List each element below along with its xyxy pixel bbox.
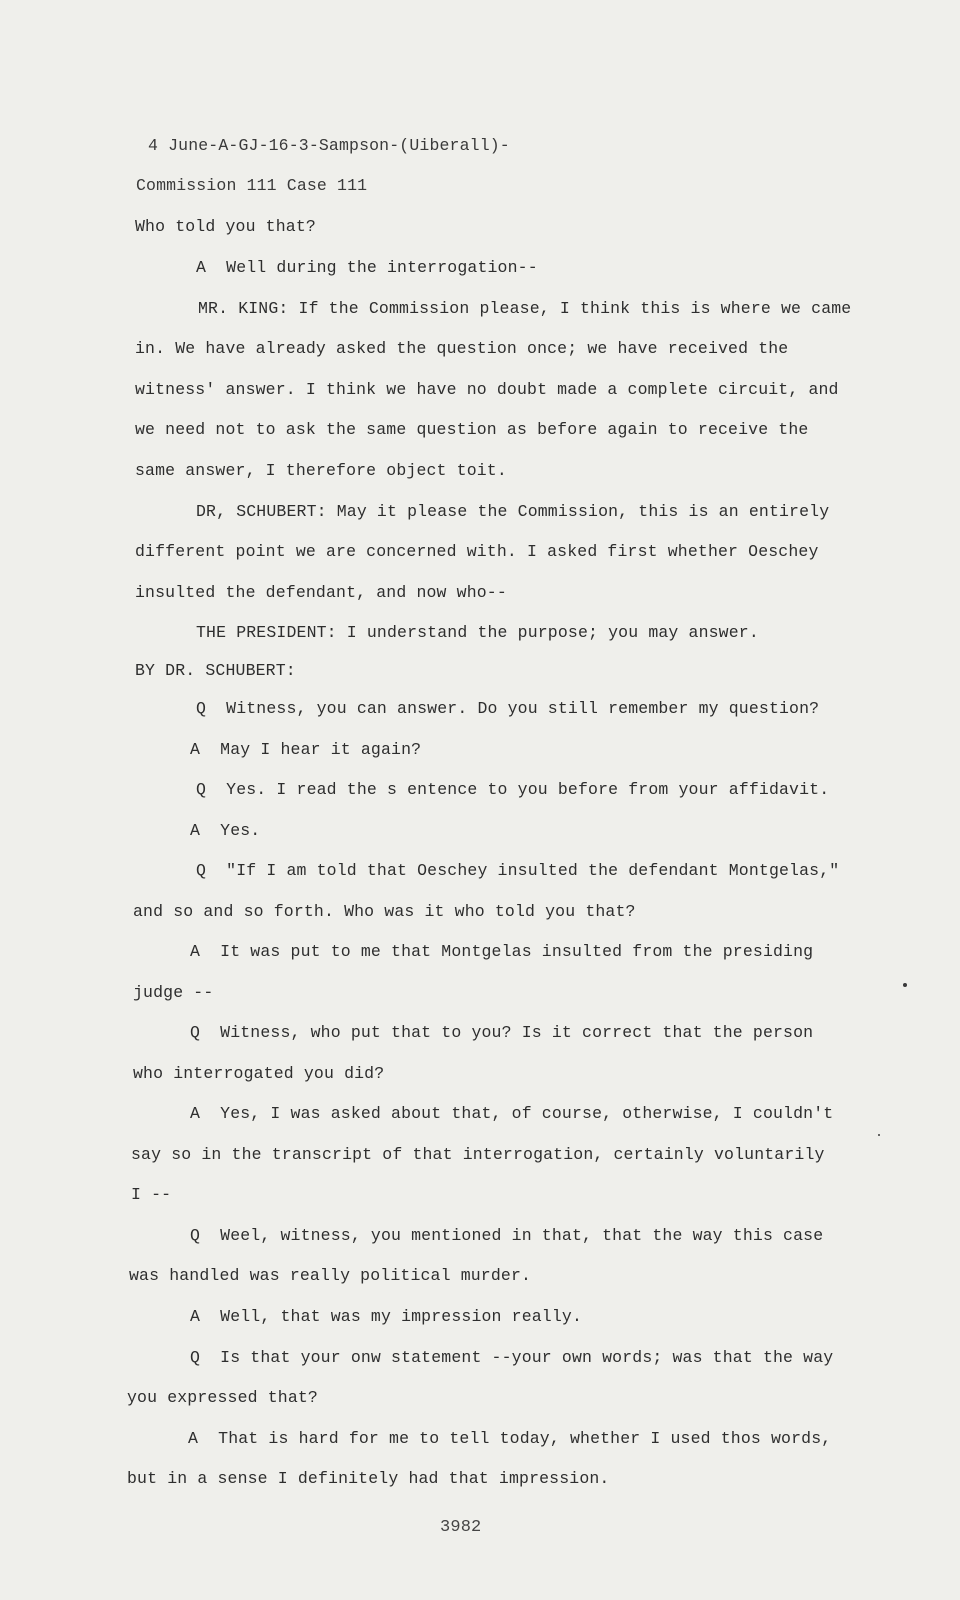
objection-line: MR. KING: If the Commission please, I think this is where we came xyxy=(198,299,852,318)
text-line: different point we are concerned with. I asked first whether Oeschey xyxy=(135,542,819,561)
text-line: judge -- xyxy=(133,983,214,1002)
answer-line: A It was put to me that Montgelas insulted from the presiding xyxy=(190,942,814,961)
question-line: Q Yes. I read the s entence to you before from your affidavit. xyxy=(196,780,830,799)
question-line: Q "If I am told that Oeschey insulted the defendant Montgelas," xyxy=(196,861,840,880)
text-line: who interrogated you did? xyxy=(133,1064,385,1083)
text-line: same answer, I therefore object toit. xyxy=(135,461,507,480)
examiner-heading: BY DR. SCHUBERT: xyxy=(135,661,296,680)
question-line: Q Witness, who put that to you? Is it correct that the person xyxy=(190,1023,814,1042)
answer-line: A Yes, I was asked about that, of course, otherwise, I couldn't xyxy=(190,1104,834,1123)
text-line: DR, SCHUBERT: May it please the Commission, this is an entirely xyxy=(196,502,830,521)
margin-mark xyxy=(878,1134,880,1136)
answer-line: A May I hear it again? xyxy=(190,740,422,759)
commission-heading: Commission 111 Case 111 xyxy=(136,176,368,195)
text-line: THE PRESIDENT: I understand the purpose; you may answer. xyxy=(196,623,759,642)
answer-line: A Well during the interrogation-- xyxy=(196,258,538,277)
question-line: Q Witness, you can answer. Do you still remember my question? xyxy=(196,699,820,718)
text-line: but in a sense I definitely had that impression. xyxy=(127,1469,610,1488)
answer-line: A Well, that was my impression really. xyxy=(190,1307,583,1326)
question-line: Who told you that? xyxy=(135,217,316,236)
question-line: Q Is that your onw statement --your own words; was that the way xyxy=(190,1348,834,1367)
text-line: in. We have already asked the question once; we have received the xyxy=(135,339,789,358)
page-number: 3982 xyxy=(440,1518,482,1537)
document-id: 4 June-A-GJ-16-3-Sampson-(Uiberall)- xyxy=(148,136,510,155)
text-line: say so in the transcript of that interrogation, certainly voluntarily xyxy=(131,1145,825,1164)
text-line: was handled was really political murder. xyxy=(129,1266,532,1285)
text-line: and so and so forth. Who was it who told you that? xyxy=(133,902,636,921)
text-line: I -- xyxy=(131,1185,172,1204)
text-line: we need not to ask the same question as before again to receive the xyxy=(135,420,809,439)
answer-line: A Yes. xyxy=(190,821,261,840)
margin-mark xyxy=(903,983,907,987)
text-line: witness' answer. I think we have no doubt made a complete circuit, and xyxy=(135,380,839,399)
text-line: insulted the defendant, and now who-- xyxy=(135,583,507,602)
answer-line: A That is hard for me to tell today, whether I used thos words, xyxy=(188,1429,832,1448)
text-line: you expressed that? xyxy=(127,1388,318,1407)
question-line: Q Weel, witness, you mentioned in that, that the way this case xyxy=(190,1226,824,1245)
